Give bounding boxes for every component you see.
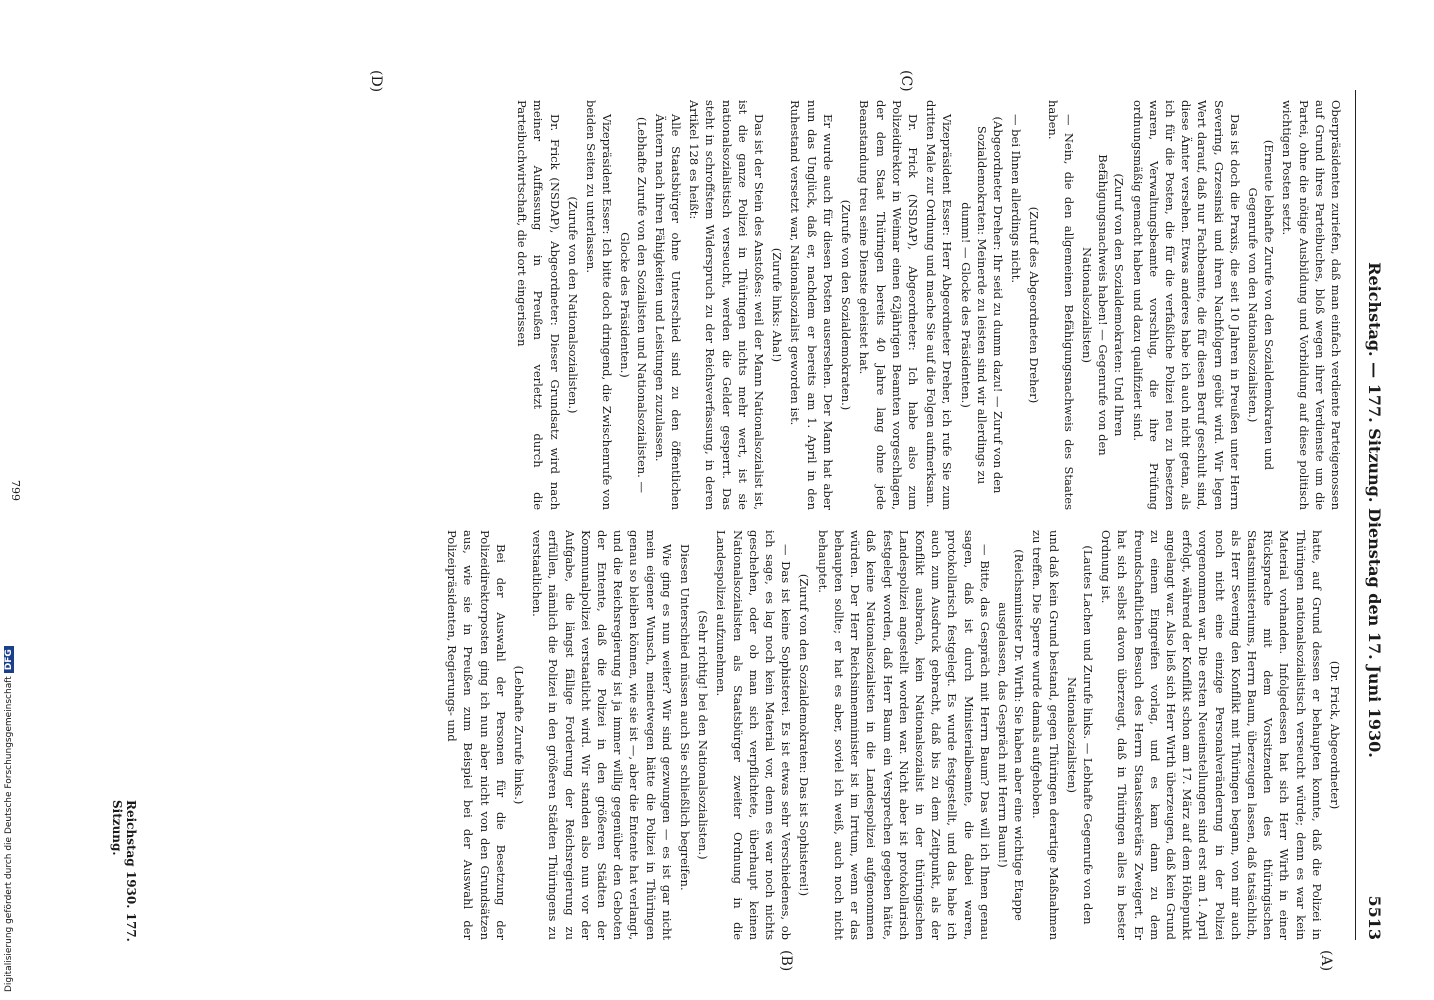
speech-paragraph: Er wurde auch für diesen Posten ausersehen. Der Mann hat aber nun das Unglück, daß er, nachdem er bereits am 1. April in den Ruhestand versetzt war, Nationalsozialist geworden ist. <box>788 100 835 510</box>
footer-page-number: 799 <box>9 480 22 501</box>
speech-paragraph: — bei Ihnen allerdings nicht. <box>1009 114 1024 283</box>
interjection-paragraph: (Zuruf des Abgeordneten Dreher) <box>1027 206 1042 404</box>
speech-paragraph: Bei der Auswahl der Personen für die Besetzung der Polizeidirektorposten ging ich nun aber nicht von den Grundsätzen aus, wie sie in Preußen zum Beispiel bei der Auswahl der Polizeipräsidenten, Regierungs- und <box>445 530 508 940</box>
digitization-credit <box>4 646 14 992</box>
speech-paragraph: Alle Staatsbürger ohne Unterschied sind zu den öffentlichen Ämtern nach ihren Fähigkeiten und Leistungen zuzulassen. <box>652 114 684 510</box>
speech-paragraph: Das ist der Stein des Anstoßes: weil der Mann Nationalsozialist ist, ist die ganze Polizei in Thüringen nichts mehr wert, ist sie nationalsozialistisch verseucht, werden die Gelder gesperrt. Das steht in schroffstem Widerspruch zu der Reichsverfassung, in deren Artikel 128 es heißt: <box>687 100 767 510</box>
header-page-number: 5513 <box>1365 895 1384 940</box>
interjection-paragraph: (Zuruf von den Sozialdemokraten: Und Ihren Befähigungsnachweis haben! — Gegenrufe von den Nationalsozialisten) <box>1079 154 1127 456</box>
header-rule <box>1355 90 1356 940</box>
margin-marker-d: (D) <box>368 70 384 93</box>
interjection-paragraph: (Lebhafte Zurufe links.) <box>512 665 527 805</box>
speech-paragraph: — Nein, die den allgemeinen Befähigungsnachweis des Staates haben. <box>1045 100 1076 510</box>
speech-paragraph: und daß kein Grund bestand, gegen Thüringen derartige Maßnahmen zu treffen. Die Sperre wurde damals aufgehoben. <box>1030 530 1061 940</box>
interjection-paragraph: (Sehr richtig! bei den Nationalsozialisten.) <box>696 610 711 860</box>
running-header <box>1360 90 1384 940</box>
speech-paragraph: Diesen Unterschied müssen auch Sie schließlich begreifen. <box>678 544 693 891</box>
interjection-paragraph: (Zuruf von den Sozialdemokraten: Das ist Sophisterei!) <box>797 573 812 897</box>
speech-paragraph: Dr. Frick (NSDAP), Abgeordneter: Dieser Grundsatz wird nach meiner Auffassung in Preußen verletzt durch die Parteibuchwirtschaft, die dort eingerissen <box>515 100 562 510</box>
margin-marker-b: (B) <box>778 950 794 972</box>
margin-marker-c: (C) <box>898 70 914 92</box>
interjection-paragraph: (Abgeordneter Dreher: Ihr seid zu dumm dazu! — Zuruf von den Sozialdemokraten: Meinerde zu leisten sind wir allerdings zu dumm! — Glocke des Präsidenten.) <box>958 116 1005 494</box>
interjection-paragraph: (Zurufe von den Sozialdemokraten.) <box>839 199 854 411</box>
credit-text: Digitalisierung gefördert durch die Deutsche Forschungsgemeinschaft <box>4 676 14 992</box>
speech-paragraph: Oberpräsidenten zuriefen, daß man einfach verdiente Parteigenossen auf Grund ihres Parteibuches, bloß wegen ihrer Verdienste um die Partei, ohne die nötige Ausbildung und Vorbildung auf diese politisch wichtigen Posten setzt. <box>1280 100 1343 510</box>
speech-paragraph: Wie ging es nun weiter? Wir sind gezwungen — es ist gar nicht mein eigener Wunsch, meinetwegen hätte die Polizei in Thüringen genau so bleiben können, wie sie ist —, aber die Entente hat verlangt, und die Reichsregierung ist ja immer willig gegenüber den Geboten der Entente, daß die Polizei in den größeren Städten der Kommunalpolizei verstaatlicht wird. Wir standen also nun vor der Aufgabe, die längst fällige Forderung der Reichsregierung zu erfüllen, nämlich die Polizei in den größeren Städten Thüringens zu verstaatlichen. <box>530 530 674 940</box>
speech-paragraph: Dr. Frick (NSDAP), Abgeordneter: Ich habe also zum Polizeidirektor in Weimar einen 62jährigen Beamten vorgeschlagen, der dem Staat Thüringen bereits 40 Jahre lang ohne jede Beanstandung treu seine Dienste geleistet hat. <box>857 100 920 510</box>
header-title: Reichstag. — 177. Sitzung. Dienstag den 17. Juni 1930. <box>1365 262 1384 758</box>
speech-paragraph: Vizepräsident Esser: Ich bitte doch dringend, die Zwischenrufe von beiden Seiten zu unterlassen. <box>584 100 615 510</box>
speech-paragraph: hatte, auf Grund dessen er behaupten konnte, daß die Polizei in Thüringen nationalsozialistisch verseucht würde; denn es war kein Material vorhanden. Infolgedessen hat sich Herr Wirth in einer Rücksprache mit dem Vorsitzenden des thüringischen Staatsministeriums, Herrn Baum, überzeugen lassen, daß tatsächlich, als Herr Severing den Konflikt mit Thüringen begann, von mir auch noch nicht eine einzige Personalveränderung in der Polizei vorgenommen war. Die ersten Neueinstellungen sind erst am 1. April erfolgt, während der Konflikt schon am 17. März auf dem Höhepunkt angelangt war. Also ließ sich Herr Wirth überzeugen, daß kein Grund zu einem Eingreifen vorlag, und es kam dann zu dem freundschaftlichen Besuch des Herrn Staatssekretärs Zweigert. Er hat sich selbst davon überzeugt, daß in Thüringen alles in bester Ordnung ist. <box>1099 530 1324 940</box>
interjection-paragraph: (Dr. Frick, Abgeordneter) <box>1328 660 1342 810</box>
speech-paragraph: — Bitte, das Gespräch mit Herrn Baum? Das will ich Ihnen genau sagen, daß ist durch Ministerialbeamte, die dabei waren, protokollarisch festgelegt. Es wurde festgestellt, und das habe ich auch zum Ausdruck gebracht, daß bis zu dem Zeitpunkt, als der Konflikt ausbrach, kein Nationalsozialist in der thüringischen Landespolizei angestellt worden war. Nicht aber ist protokollarisch festgelegt worden, daß Herr Baum ein Versprechen gegeben hätte, daß keine Nationalsozialisten in die Landespolizei aufgenommen würden. Der Herr Reichsinnenminister ist im Irrtum, wenn er das behaupten sollte; er hat es aber, soviel ich weiß, auch noch nicht behauptet. <box>815 530 992 940</box>
interjection-paragraph: (Zurufe links: Aha!) <box>770 247 785 363</box>
interjection-paragraph: (Erneute lebhafte Zurufe von den Sozialdemokraten und Gegenrufe von den Nationalsozialisten.) <box>1245 139 1277 471</box>
dfg-logo: DFG <box>4 646 14 673</box>
interjection-paragraph: (Lebhafte Zurufe von den Sozialisten und Nationalsozialisten. — Glocke des Präsidenten.) <box>618 117 649 493</box>
interjection-paragraph: (Reichsminister Dr. Wirth: Sie haben aber eine wichtige Etappe ausgelassen, das Gespräch mit Herrn Baum!) <box>995 549 1027 921</box>
speech-paragraph: Vizepräsident Esser: Herr Abgeordneter Dreher, ich rufe Sie zum dritten Male zur Ordnung und mache Sie auf die Folgen aufmerksam. <box>924 100 955 510</box>
interjection-paragraph: (Lautes Lachen und Zurufe links. — Lebhafte Gegenrufe von den Nationalsozialisten) <box>1064 545 1095 925</box>
interjection-paragraph: (Zurufe von den Nationalsozialisten.) <box>565 196 580 414</box>
footer-session-label: Reichstag 1930. 177. Sitzung. <box>110 800 138 942</box>
speech-paragraph: Das ist doch die Praxis, die seit 10 Jahren in Preußen unter Herrn Severing, Grzesinski und ihren Nachfolgern geübt wird. Wir legen Wert darauf, daß nur Fachbeamte, die für diesen Beruf geschult sind, diese Ämter versehen. Etwas anderes habe ich auch nicht getan, als ich für die Posten, die für die verfaßliche Polizei neu zu besetzen waren, Verwaltungsbeamte vorschlug, die ihre Prüfung ordnungsmäßig gemacht haben und dazu qualifiziert sind. <box>1130 100 1242 510</box>
text-column-left <box>164 100 1344 510</box>
speech-paragraph: — Das ist keine Sophisterei. Es ist etwas sehr Verschiedenes, ob ich sage, es lag noch kein Material vor, denn es war noch nichts geschehen, oder ob man sich verpflichtete, überhaupt keinen Nationalsozialisten als Staatsbürger zweiter Ordnung in die Landespolizei aufzunehmen. <box>714 530 794 940</box>
text-column-right <box>164 530 1344 940</box>
margin-marker-a: (A) <box>1318 950 1334 972</box>
